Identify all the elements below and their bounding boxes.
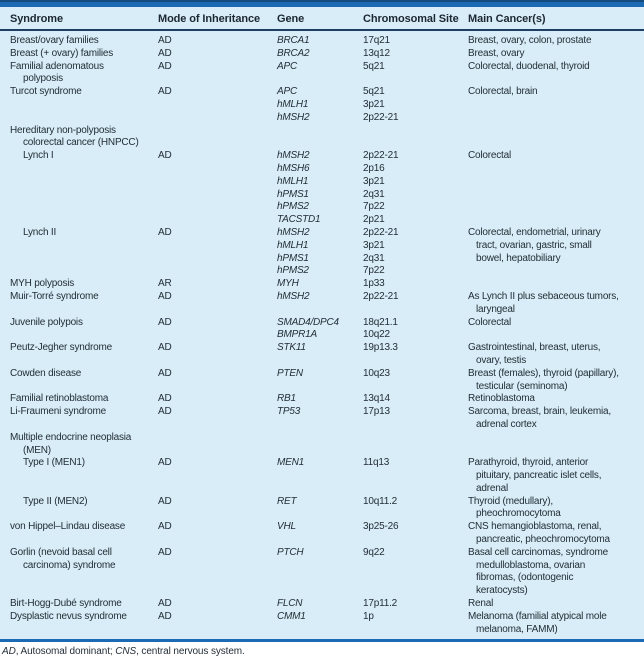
inheritance-cell: [158, 317, 277, 343]
site-cell: [363, 86, 468, 124]
gene-cell: [277, 393, 363, 406]
gene-name: hMSH2: [277, 290, 310, 302]
syndrome-line: Peutz-Jegher syndrome: [10, 342, 112, 354]
syndrome-line: Breast/ovary families: [10, 35, 99, 46]
footnote-text: , Autosomal dominant;: [15, 646, 116, 657]
cancers-cell: [468, 86, 644, 124]
site-cell: [363, 125, 468, 151]
cancers-cell: [468, 393, 644, 406]
cancer-line: CNS hemangioblastoma, renal,: [468, 521, 602, 533]
syndrome-cell: [0, 521, 158, 547]
inheritance-value: AD: [158, 457, 172, 469]
gene-cell: [277, 48, 363, 61]
chromosomal-site: 7p22: [363, 265, 385, 277]
cancer-line: Breast (females), thyroid (papillary),: [468, 367, 619, 379]
syndrome-cell: [0, 317, 158, 343]
cancers-cell: [468, 278, 644, 291]
syndrome-line: Breast (+ ovary) families: [10, 47, 114, 59]
chromosomal-site: 3p21: [363, 239, 385, 251]
cancer-line: keratocysts): [476, 585, 528, 597]
chromosomal-site: 2p16: [363, 162, 385, 174]
chromosomal-site: 2p21: [363, 214, 385, 226]
syndrome-line: Gorlin (nevoid basal cell: [10, 546, 112, 558]
inheritance-cell: [158, 278, 277, 291]
chromosomal-site: 2q31: [363, 252, 385, 264]
table-row: [0, 598, 644, 611]
table-row: [0, 291, 644, 317]
syndrome-line: carcinoma) syndrome: [23, 559, 116, 571]
chromosomal-site: 13q12: [363, 47, 390, 59]
inheritance-cell: [158, 521, 277, 547]
syndrome-cell: [0, 150, 158, 227]
gene-cell: [277, 432, 363, 458]
gene-name: STK11: [277, 342, 306, 354]
site-cell: [363, 598, 468, 611]
inheritance-cell: [158, 457, 277, 495]
gene-cell: [277, 342, 363, 368]
syndrome-line: Li-Fraumeni syndrome: [10, 406, 107, 418]
site-cell: [363, 342, 468, 368]
gene-name: hMLH1: [277, 175, 309, 187]
gene-name: PTEN: [277, 367, 303, 379]
gene-name: APC: [277, 86, 297, 98]
site-cell: [363, 48, 468, 61]
inheritance-value: AD: [158, 393, 172, 405]
cancer-line: fibromas, (odontogenic: [476, 572, 574, 584]
syndrome-line: Lynch II: [23, 226, 57, 238]
inheritance-value: AD: [158, 495, 172, 507]
gene-name: SMAD4/DPC4: [277, 316, 339, 328]
cancers-cell: [468, 521, 644, 547]
table-top-rule: [0, 0, 644, 7]
cancer-line: Basal cell carcinomas, syndrome: [468, 546, 608, 558]
column-header-gene: Gene: [277, 7, 363, 30]
syndrome-line: Juvenile polypois: [10, 316, 83, 328]
chromosomal-site: 7p22: [363, 201, 385, 213]
gene-cell: [277, 61, 363, 87]
site-cell: [363, 30, 468, 48]
syndrome-cell: [0, 125, 158, 151]
gene-name: CMM1: [277, 610, 306, 622]
gene-name: hMLH1: [277, 98, 309, 110]
table-row: [0, 342, 644, 368]
gene-cell: [277, 457, 363, 495]
footnote-text: , central nervous system.: [136, 646, 245, 657]
chromosomal-site: 3p25-26: [363, 521, 399, 533]
inheritance-cell: [158, 125, 277, 151]
cancers-cell: [468, 368, 644, 394]
site-cell: [363, 521, 468, 547]
chromosomal-site: 5q21: [363, 60, 385, 72]
gene-name: MYH: [277, 278, 299, 290]
gene-name: hMSH6: [277, 162, 310, 174]
inheritance-value: AD: [158, 342, 172, 354]
cancers-cell: [468, 150, 644, 227]
gene-name: hMLH1: [277, 239, 309, 251]
inheritance-cell: [158, 598, 277, 611]
cancer-line: laryngeal: [476, 303, 515, 315]
syndrome-cell: [0, 611, 158, 640]
syndrome-line: Turcot syndrome: [10, 86, 82, 98]
table-row: [0, 406, 644, 432]
gene-name: RB1: [277, 393, 296, 405]
syndrome-line: Muir-Torré syndrome: [10, 290, 99, 302]
gene-cell: [277, 496, 363, 522]
cancer-line: Retinoblastoma: [468, 393, 535, 405]
site-cell: [363, 432, 468, 458]
gene-name: VHL: [277, 521, 296, 533]
syndrome-cell: [0, 86, 158, 124]
table-row: [0, 611, 644, 640]
gene-name: TACSTD1: [277, 214, 321, 226]
cancer-line: tract, ovarian, gastric, small: [476, 239, 592, 251]
syndrome-cell: [0, 393, 158, 406]
gene-name: hPMS2: [277, 201, 309, 213]
cancer-line: Parathyroid, thyroid, anterior: [468, 457, 589, 469]
cancer-syndromes-table: [0, 7, 644, 639]
syndrome-line: Birt-Hogg-Dubé syndrome: [10, 598, 122, 610]
syndrome-cell: [0, 30, 158, 48]
gene-name: TP53: [277, 406, 301, 418]
cancer-line: Breast, ovary: [468, 47, 525, 59]
inheritance-cell: [158, 30, 277, 48]
cancer-line: Renal: [468, 598, 494, 610]
inheritance-value: AD: [158, 316, 172, 328]
chromosomal-site: 17q21: [363, 35, 390, 46]
syndrome-line: (MEN): [23, 444, 51, 456]
inheritance-value: AD: [158, 35, 172, 46]
gene-cell: [277, 227, 363, 278]
table-row: [0, 521, 644, 547]
cancers-cell: [468, 125, 644, 151]
cancers-cell: [468, 317, 644, 343]
table-body: [0, 30, 644, 639]
syndrome-cell: [0, 496, 158, 522]
table-row: [0, 30, 644, 48]
cancer-line: pheochromocytoma: [476, 508, 561, 520]
syndrome-line: Dysplastic nevus syndrome: [10, 610, 127, 622]
chromosomal-site: 2p22-21: [363, 290, 399, 302]
site-cell: [363, 291, 468, 317]
inheritance-cell: [158, 150, 277, 227]
chromosomal-site: 10q22: [363, 329, 390, 341]
site-cell: [363, 496, 468, 522]
syndrome-cell: [0, 61, 158, 87]
inheritance-cell: [158, 61, 277, 87]
footnote-abbr: CNS: [115, 646, 137, 657]
cancers-cell: [468, 496, 644, 522]
inheritance-cell: [158, 48, 277, 61]
chromosomal-site: 3p21: [363, 98, 385, 110]
chromosomal-site: 10q23: [363, 367, 390, 379]
inheritance-value: AD: [158, 290, 172, 302]
gene-cell: [277, 598, 363, 611]
inheritance-value: AD: [158, 47, 172, 59]
syndrome-line: Cowden disease: [10, 367, 82, 379]
gene-cell: [277, 86, 363, 124]
gene-cell: [277, 278, 363, 291]
footnote-abbr: AD: [2, 646, 16, 657]
cancer-line: testicular (seminoma): [476, 380, 568, 392]
site-cell: [363, 393, 468, 406]
table-row: [0, 86, 644, 124]
inheritance-value: AD: [158, 86, 172, 98]
chromosomal-site: 2q31: [363, 188, 385, 200]
chromosomal-site: 10q11.2: [363, 495, 398, 507]
gene-cell: [277, 547, 363, 598]
gene-name: FLCN: [277, 598, 303, 610]
cancer-line: melanoma, FAMM): [476, 623, 558, 635]
gene-name: hPMS1: [277, 252, 309, 264]
site-cell: [363, 547, 468, 598]
cancers-cell: [468, 432, 644, 458]
gene-name: APC: [277, 60, 297, 72]
chromosomal-site: 19p13.3: [363, 342, 398, 354]
inheritance-cell: [158, 291, 277, 317]
syndrome-cell: [0, 342, 158, 368]
inheritance-cell: [158, 547, 277, 598]
cancers-cell: [468, 611, 644, 640]
gene-cell: [277, 368, 363, 394]
inheritance-cell: [158, 611, 277, 640]
inheritance-value: AD: [158, 406, 172, 418]
inheritance-value: AD: [158, 521, 172, 533]
syndrome-cell: [0, 368, 158, 394]
cancers-cell: [468, 291, 644, 317]
site-cell: [363, 278, 468, 291]
gene-name: hMSH2: [277, 226, 310, 238]
site-cell: [363, 611, 468, 640]
gene-name: BRCA2: [277, 47, 310, 59]
inheritance-cell: [158, 496, 277, 522]
site-cell: [363, 406, 468, 432]
table-row: [0, 547, 644, 598]
syndrome-line: Type II (MEN2): [23, 495, 88, 507]
chromosomal-site: 2p22-21: [363, 150, 399, 162]
syndrome-line: colorectal cancer (HNPCC): [23, 137, 139, 149]
inheritance-value: AD: [158, 60, 172, 72]
cancer-line: Colorectal, duodenal, thyroid: [468, 60, 590, 72]
table-row: [0, 227, 644, 278]
table-row: [0, 457, 644, 495]
chromosomal-site: 13q14: [363, 393, 390, 405]
inheritance-value: AD: [158, 546, 172, 558]
cancers-cell: [468, 227, 644, 278]
chromosomal-site: 11q13: [363, 457, 390, 469]
gene-name: BMPR1A: [277, 329, 317, 341]
table-row: [0, 125, 644, 151]
syndrome-cell: [0, 278, 158, 291]
syndrome-line: Multiple endocrine neoplasia: [10, 431, 132, 443]
syndrome-cell: [0, 598, 158, 611]
syndrome-line: polyposis: [23, 73, 63, 85]
cancer-line: adrenal cortex: [476, 418, 537, 430]
gene-name: hMSH2: [277, 150, 310, 162]
inheritance-cell: [158, 86, 277, 124]
table-row: [0, 317, 644, 343]
chromosomal-site: 1p: [363, 610, 374, 622]
cancer-line: Colorectal, endometrial, urinary: [468, 226, 601, 238]
gene-cell: [277, 291, 363, 317]
gene-name: hMSH2: [277, 111, 310, 123]
syndrome-cell: [0, 457, 158, 495]
gene-cell: [277, 150, 363, 227]
inheritance-value: AD: [158, 150, 172, 162]
chromosomal-site: 9q22: [363, 546, 385, 558]
gene-name: hPMS2: [277, 265, 309, 277]
chromosomal-site: 17p13: [363, 406, 390, 418]
inheritance-value: AR: [158, 278, 172, 290]
cancer-line: bowel, hepatobiliary: [476, 252, 561, 264]
cancer-line: adrenal: [476, 482, 508, 494]
gene-name: PTCH: [277, 546, 304, 558]
gene-cell: [277, 611, 363, 640]
inheritance-value: AD: [158, 598, 172, 610]
header-row: [0, 7, 644, 30]
chromosomal-site: 18q21.1: [363, 316, 398, 328]
gene-name: RET: [277, 495, 297, 507]
inheritance-value: AD: [158, 610, 172, 622]
column-header-syndrome: Syndrome: [0, 7, 158, 30]
gene-cell: [277, 30, 363, 48]
syndrome-cell: [0, 291, 158, 317]
syndrome-cell: [0, 227, 158, 278]
inheritance-value: AD: [158, 226, 172, 238]
inheritance-cell: [158, 432, 277, 458]
syndrome-line: MYH polyposis: [10, 278, 75, 290]
syndrome-cell: [0, 432, 158, 458]
table-row: [0, 150, 644, 227]
table-row: [0, 368, 644, 394]
inheritance-cell: [158, 342, 277, 368]
cancer-line: As Lynch II plus sebaceous tumors,: [468, 290, 619, 302]
syndrome-line: Familial retinoblastoma: [10, 393, 109, 405]
syndrome-line: Hereditary non-polyposis: [10, 124, 116, 136]
cancer-line: Sarcoma, breast, brain, leukemia,: [468, 406, 611, 418]
inheritance-value: AD: [158, 367, 172, 379]
syndrome-cell: [0, 547, 158, 598]
chromosomal-site: 17p11.2: [363, 598, 398, 610]
site-cell: [363, 368, 468, 394]
inheritance-cell: [158, 368, 277, 394]
cancers-cell: [468, 30, 644, 48]
chromosomal-site: 5q21: [363, 86, 385, 98]
cancer-line: ovary, testis: [476, 354, 527, 366]
gene-cell: [277, 317, 363, 343]
chromosomal-site: 2p22-21: [363, 226, 399, 238]
table-row: [0, 496, 644, 522]
cancer-line: Melanoma (familial atypical mole: [468, 610, 607, 622]
cancers-cell: [468, 547, 644, 598]
cancer-line: Gastrointestinal, breast, uterus,: [468, 342, 601, 354]
cancers-cell: [468, 598, 644, 611]
site-cell: [363, 150, 468, 227]
chromosomal-site: 2p22-21: [363, 111, 399, 123]
syndrome-cell: [0, 406, 158, 432]
cancer-line: Colorectal: [468, 316, 512, 328]
site-cell: [363, 227, 468, 278]
inheritance-cell: [158, 393, 277, 406]
footnote: [0, 642, 644, 657]
cancer-line: Colorectal: [468, 150, 512, 162]
site-cell: [363, 61, 468, 87]
cancer-line: pituitary, pancreatic islet cells,: [476, 470, 602, 482]
table-row: [0, 278, 644, 291]
inheritance-cell: [158, 227, 277, 278]
chromosomal-site: 1p33: [363, 278, 385, 290]
cancers-cell: [468, 406, 644, 432]
cancer-line: pancreatic, pheochromocytoma: [476, 534, 610, 546]
site-cell: [363, 457, 468, 495]
cancer-line: medulloblastoma, ovarian: [476, 559, 586, 571]
table-row: [0, 432, 644, 458]
inheritance-cell: [158, 406, 277, 432]
cancer-line: Colorectal, brain: [468, 86, 538, 98]
syndrome-line: Lynch I: [23, 150, 54, 162]
table-row: [0, 393, 644, 406]
gene-name: MEN1: [277, 457, 304, 469]
gene-name: BRCA1: [277, 35, 310, 46]
cancers-cell: [468, 61, 644, 87]
gene-name: hPMS1: [277, 188, 309, 200]
table-row: [0, 48, 644, 61]
syndrome-cell: [0, 48, 158, 61]
syndrome-line: Familial adenomatous: [10, 60, 104, 72]
cancers-cell: [468, 48, 644, 61]
gene-cell: [277, 125, 363, 151]
table-row: [0, 61, 644, 87]
syndrome-line: Type I (MEN1): [23, 457, 85, 469]
column-header-chromosomal-site: Chromosomal Site: [363, 7, 468, 30]
gene-cell: [277, 406, 363, 432]
gene-cell: [277, 521, 363, 547]
column-header-inheritance: Mode of Inheritance: [158, 7, 277, 30]
site-cell: [363, 317, 468, 343]
cancer-line: Thyroid (medullary),: [468, 495, 553, 507]
cancer-line: Breast, ovary, colon, prostate: [468, 35, 592, 46]
column-header-main-cancers: Main Cancer(s): [468, 7, 644, 30]
chromosomal-site: 3p21: [363, 175, 385, 187]
syndrome-line: von Hippel–Lindau disease: [10, 521, 126, 533]
cancers-cell: [468, 457, 644, 495]
cancers-cell: [468, 342, 644, 368]
